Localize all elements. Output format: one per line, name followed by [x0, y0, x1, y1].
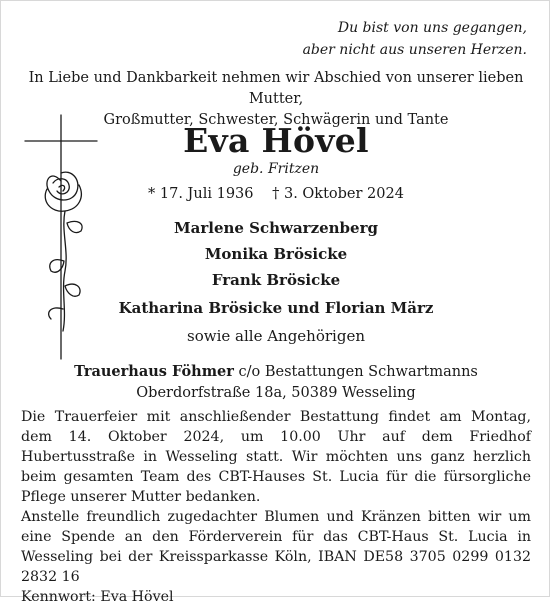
funeral-home — [1, 361, 550, 404]
death-date: † 3. Oktober 2024 — [272, 186, 404, 202]
donation-keyword: Kennwort: Eva Hövel — [21, 589, 174, 605]
funeral-home-name: Trauerhaus Föhmer — [74, 363, 234, 380]
notice-body — [21, 407, 531, 607]
donation-paragraph: Anstelle freundlich zugedachter Blumen und Kränzen bitten wir um eine Spende an den Förderverein für das CBT-Haus St. Lucia in Wesseling bei der Kreissparkasse Köln, IBAN DE58 3705 0299 0132 2832 16 — [21, 509, 531, 585]
mourner-name: Marlene Schwarzenberg — [174, 219, 378, 237]
intro-line-1: In Liebe und Dankbarkeit nehmen wir Abschied von unserer lieben Mutter, — [28, 70, 524, 107]
deceased-name: Eva Hövel — [183, 121, 369, 160]
intro-line-2: Großmutter, Schwester, Schwägerin und Tante — [103, 112, 449, 128]
quote-line-2: aber nicht aus unseren Herzen. — [302, 42, 527, 58]
funeral-home-address: Oberdorfstraße 18a, 50389 Wesseling — [136, 385, 416, 401]
birth-name: geb. Fritzen — [232, 161, 320, 177]
mourner-name: Monika Brösicke — [204, 245, 348, 263]
birth-date: * 17. Juli 1936 — [148, 186, 254, 202]
quote-line-1: Du bist von uns gegangen, — [337, 20, 527, 36]
quote — [303, 17, 527, 61]
other-relatives: sowie alle Angehörigen — [187, 327, 365, 345]
mourner-name: Frank Brösicke — [211, 271, 341, 289]
funeral-home-care-of: c/o Bestattungen Schwartmanns — [233, 364, 478, 380]
mourner-name: Katharina Brösicke und Florian März — [118, 299, 434, 317]
service-paragraph: Die Trauerfeier mit anschließender Bestattung findet am Montag, dem 14. Oktober 2024, um 10.00 Uhr auf dem Friedhof Hubertusstraße in Wesseling statt. Wir möchten uns ganz herzlich beim gesamten Team des CBT-Hauses St. Lucia für die fürsorgliche Pflege unserer Mutter bedanken. — [21, 409, 531, 505]
life-dates — [1, 186, 550, 202]
